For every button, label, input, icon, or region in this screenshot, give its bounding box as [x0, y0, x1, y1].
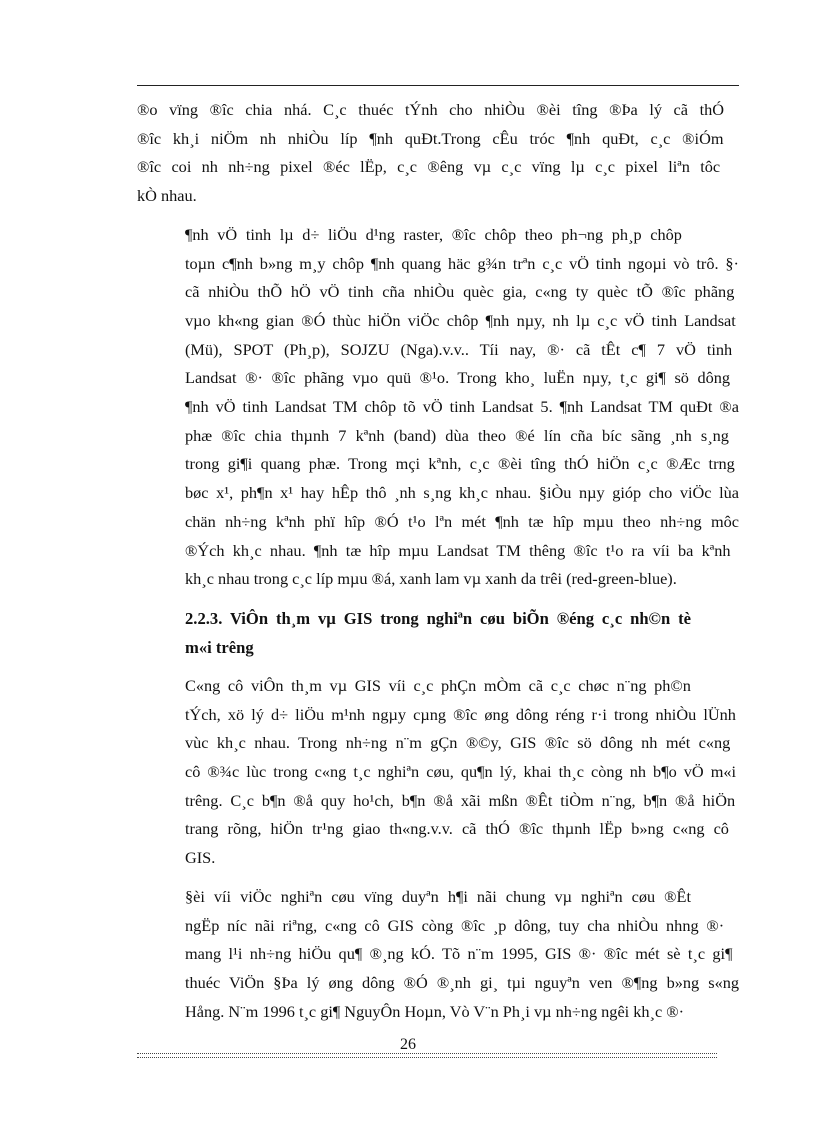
text-line: bøc x¹, ph¶n x¹ hay hÊp thô ¸nh s¸ng kh¸c nhau. §iÒu nµy gióp cho viÖc lùa — [185, 483, 740, 503]
text-line: kh¸c nhau trong c¸c líp mµu ®á, xanh lam vµ xanh da trêi (red-green-blue). — [185, 569, 677, 589]
text-line: GIS. — [185, 848, 216, 868]
paragraph — [137, 883, 739, 1027]
paragraph — [137, 96, 739, 211]
text-line: Hång. N¨m 1996 t¸c gi¶ NguyÔn Hoµn, Vò V¨n Ph¸i vµ nh÷ng ngêi kh¸c ®· — [185, 1001, 685, 1021]
text-line: §èi víi viÖc nghiªn cøu vïng duyªn h¶i nãi chung vµ nghiªn cøu ®Êt — [185, 886, 691, 906]
text-line: vùc kh¸c nhau. Trong nh÷ng n¨m gÇn ®©y, GIS ®îc sö dông nh mét c«ng — [185, 733, 731, 753]
text-line: cô ®¾c lùc trong c«ng t¸c nghiªn cøu, qu¶n lý, khai th¸c còng nh b¶o vÖ m«i — [185, 762, 737, 782]
section-heading — [137, 604, 739, 662]
document-text — [137, 96, 739, 1026]
text-line: mang l¹i nh÷ng hiÖu qu¶ ®¸ng kÓ. Tõ n¨m 1995, GIS ®· ®îc mét sè t¸c gi¶ — [185, 944, 733, 964]
text-line: ®Ých kh¸c nhau. ¶nh tæ hîp mµu Landsat TM thêng ®îc t¹o ra víi ba kªnh — [185, 540, 731, 560]
text-line: trêng. C¸c b¶n ®å quy ho¹ch, b¶n ®å xãi mßn ®Êt tiÒm n¨ng, b¶n ®å hiÖn — [185, 790, 736, 810]
text-line: ¶nh vÖ tinh lµ d÷ liÖu d¹ng raster, ®îc chôp theo ph¬ng ph¸p chôp — [185, 224, 682, 244]
paragraph — [137, 672, 739, 873]
header-rule — [137, 85, 739, 86]
text-line: ®îc kh¸i niÖm nh nhiÒu líp ¶nh quÐt.Trong cÊu tróc ¶nh quÐt, c¸c ®iÓm — [137, 128, 724, 148]
page-body — [137, 96, 739, 1036]
text-line: 2.2.3. ViÔn th¸m vµ GIS trong nghiªn cøu biÕn ®éng c¸c nh©n tè — [185, 608, 691, 628]
page-number: 26 — [400, 1036, 416, 1053]
text-line: C«ng cô viÔn th¸m vµ GIS víi c¸c phÇn mÒm cã c¸c chøc n¨ng ph©n — [185, 675, 691, 695]
footer-rule — [137, 1053, 717, 1054]
text-line: Landsat ®· ®îc phãng vµo quü ®¹o. Trong kho¸ luËn nµy, t¸c gi¶ sö dông — [185, 368, 731, 388]
text-line: m«i trêng — [185, 637, 254, 657]
text-line: ¶nh vÖ tinh Landsat TM chôp tõ vÖ tinh Landsat 5. ¶nh Landsat TM quÐt ®a — [185, 397, 740, 417]
paragraph — [137, 221, 739, 594]
text-line: vµo kh«ng gian ®Ó thùc hiÖn viÖc chôp ¶nh nµy, nh lµ c¸c vÖ tinh Landsat — [185, 310, 736, 330]
text-line: ngËp níc nãi riªng, c«ng cô GIS còng ®îc ¸p dông, tuy cha nhiÒu nhng ®· — [185, 915, 725, 935]
text-line: ®îc coi nh nh÷ng pixel ®éc lËp, c¸c ®êng vµ c¸c vïng lµ c¸c pixel liªn tôc — [137, 157, 721, 177]
text-line: trong gi¶i quang phæ. Trong mçi kªnh, c¸c ®èi tîng thÓ hiÖn c¸c ®Æc trng — [185, 454, 735, 474]
footer-rule-secondary — [137, 1057, 717, 1058]
text-line: trang rõng, hiÖn tr¹ng giao th«ng.v.v. cã thÓ ®îc thµnh lËp b»ng c«ng cô — [185, 819, 729, 839]
text-line: kÒ nhau. — [137, 186, 197, 206]
text-line: tÝch, xö lý d÷ liÖu m¹nh ngµy cµng ®îc øng dông réng r·i trong nhiÒu lÜnh — [185, 704, 736, 724]
text-line: chän nh÷ng kªnh phï hîp ®Ó t¹o lªn mét ¶nh tæ hîp mµu theo nh÷ng môc — [185, 511, 739, 531]
text-line: thuéc ViÖn §Þa lý øng dông ®Ó ®¸nh gi¸ tµi nguyªn ven ®¶ng b»ng s«ng — [185, 972, 739, 992]
text-line: (Mü), SPOT (Ph¸p), SOJZU (Nga).v.v.. Tíi nay, ®· cã tÊt c¶ 7 vÖ tinh — [185, 339, 733, 359]
text-line: cã nhiÒu thÕ hÖ vÖ tinh cña nhiÒu quèc gia, c«ng ty quèc tÕ ®îc phãng — [185, 282, 735, 302]
text-line: toµn c¶nh b»ng m¸y chôp ¶nh quang häc g¾n trªn c¸c vÖ tinh ngoµi vò trô. §· — [185, 253, 739, 273]
text-line: phæ ®îc chia thµnh 7 kªnh (band) dùa theo ®é lín cña bíc sãng ¸nh s¸ng — [185, 425, 729, 445]
text-line: ®o vïng ®îc chia nhá. C¸c thuéc tÝnh cho nhiÒu ®èi tîng ®Þa lý cã thÓ — [137, 100, 725, 119]
